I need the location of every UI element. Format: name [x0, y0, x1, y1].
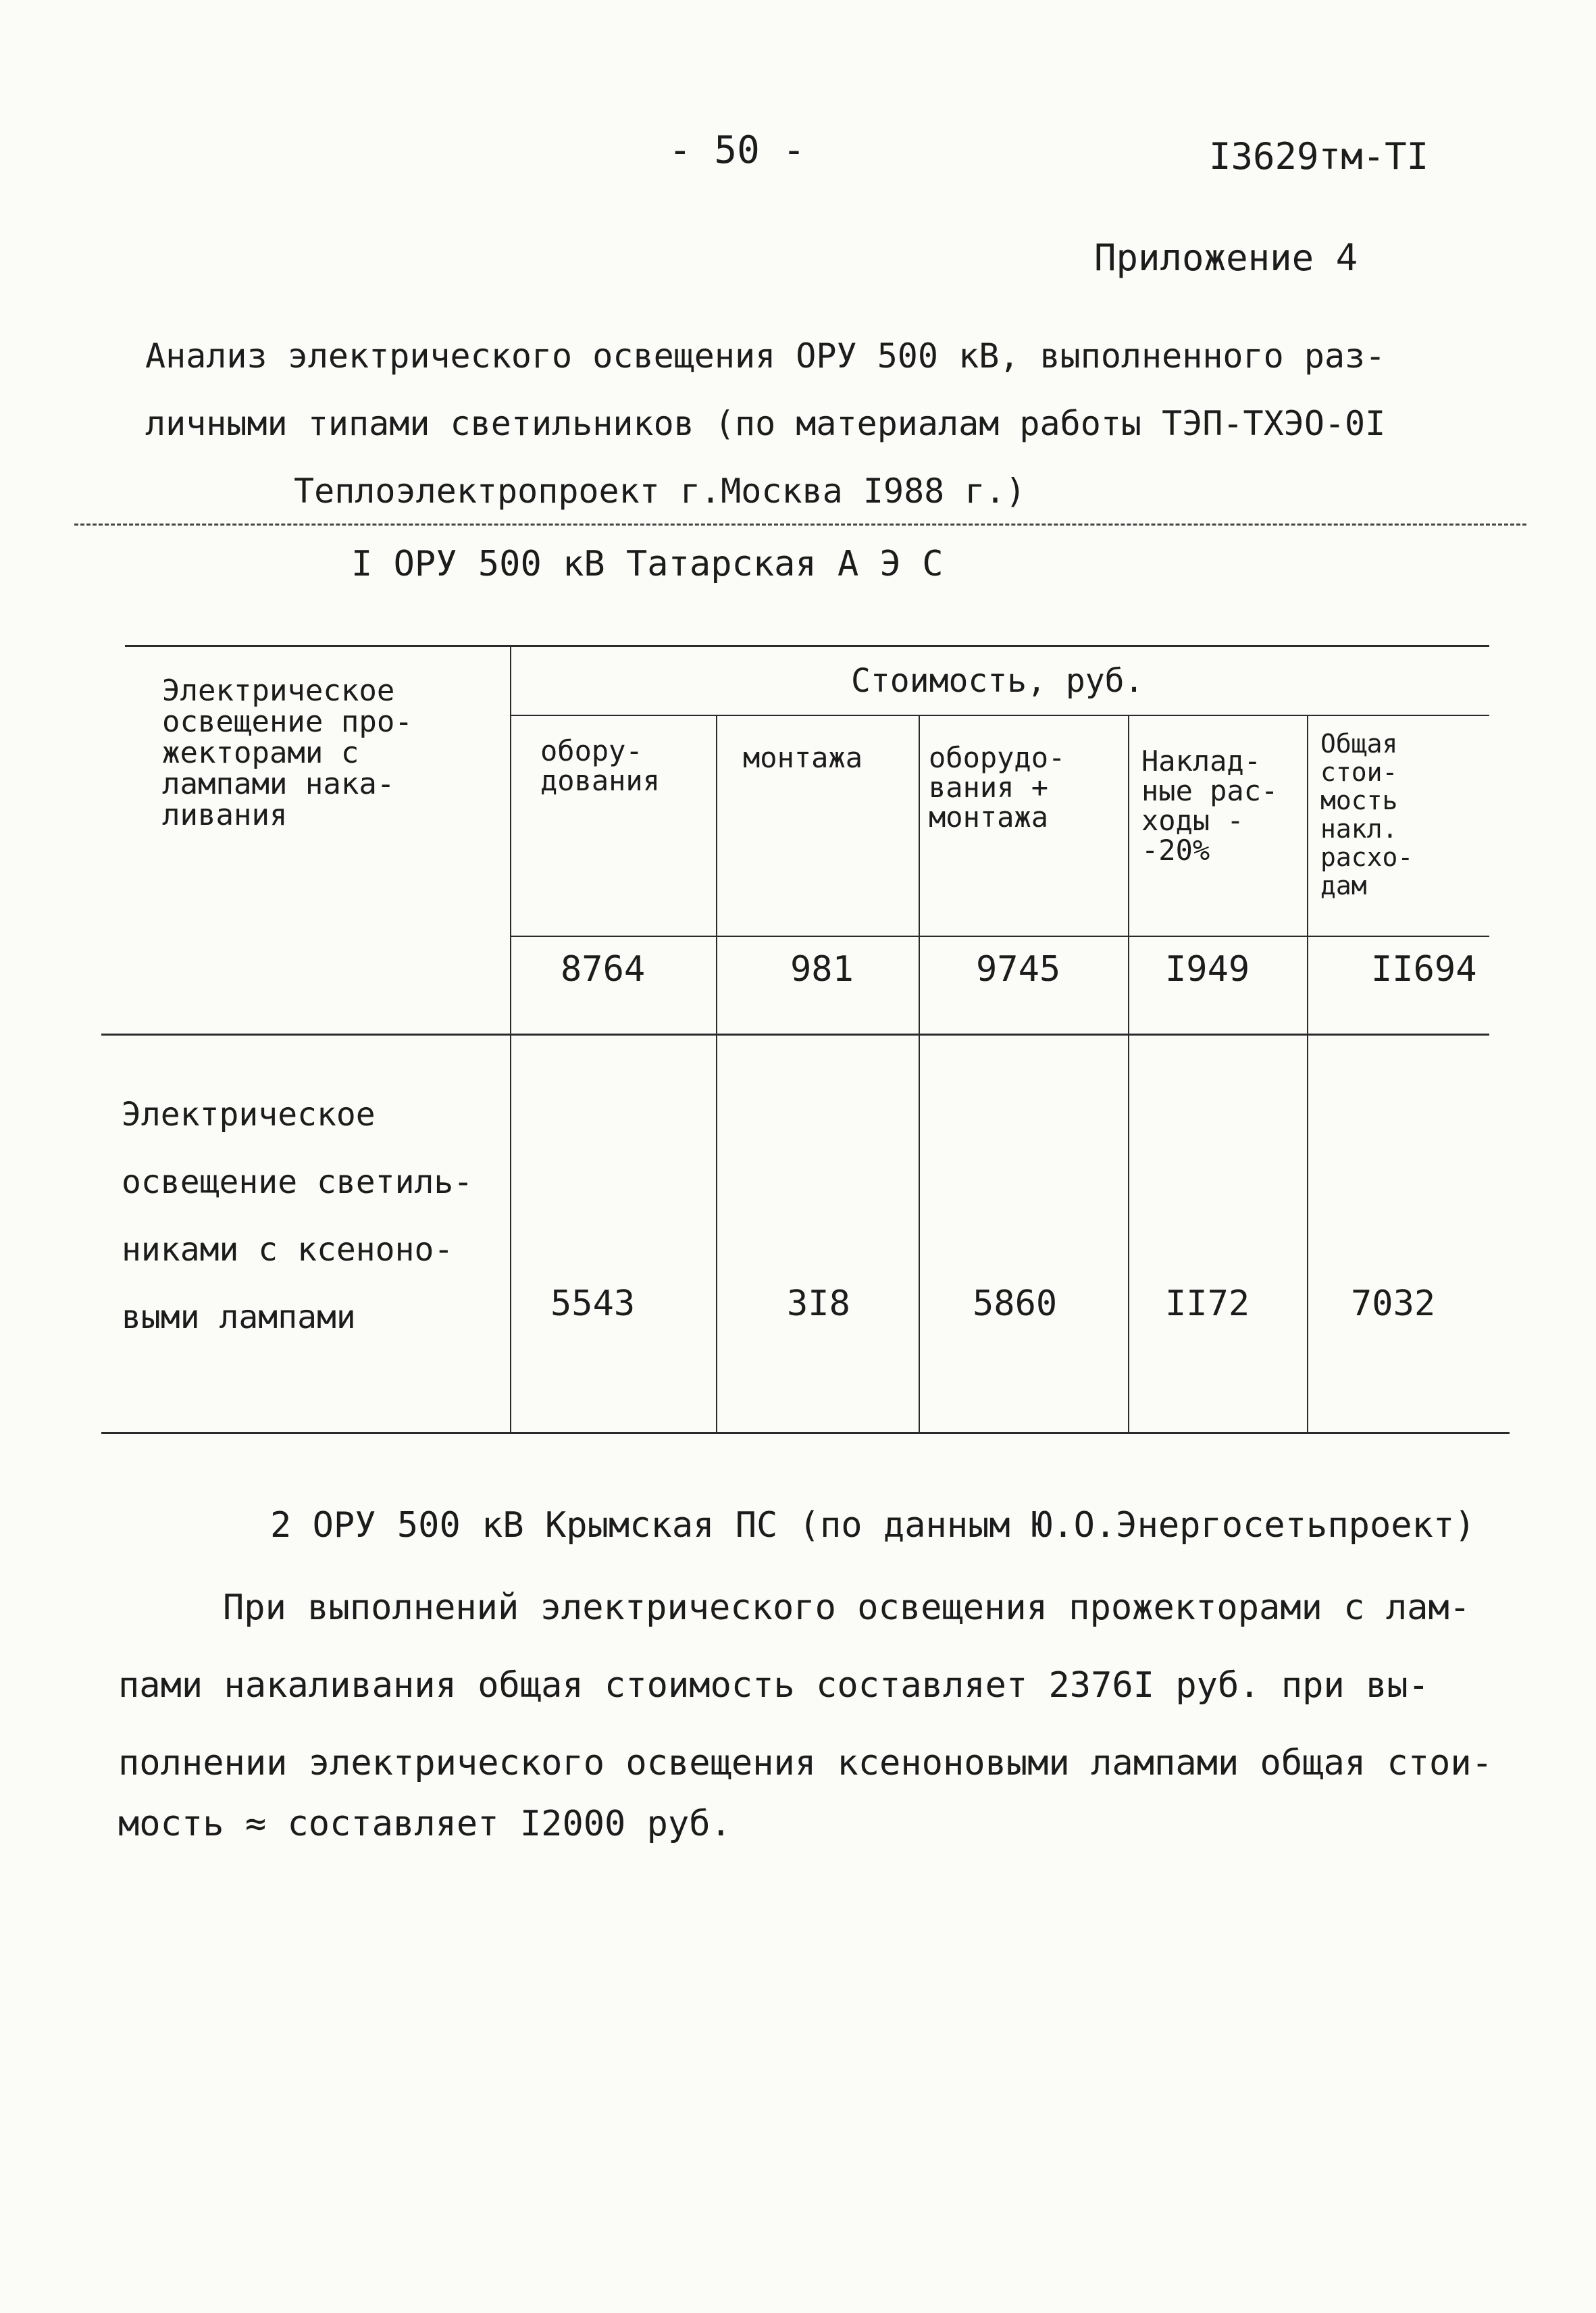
paragraph-line-4: мость ≈ составляет I2000 руб.: [118, 1804, 731, 1844]
title-line-1: Анализ электрического освещения ОРУ 500 кВ, выполненного раз-: [145, 336, 1386, 376]
row-label-xenon: Электрическое освещение светиль- никами с ксеноно- выми лампами: [122, 1096, 473, 1336]
table-bottom-border: [101, 1432, 1510, 1434]
col-divider-4: [1307, 715, 1308, 1432]
section-1-heading: I ОРУ 500 кВ Татарская А Э С: [351, 544, 944, 584]
title-line-3: Теплоэлектропроект г.Москва I988 г.): [294, 472, 1026, 511]
col-divider-1: [716, 715, 717, 1432]
row-divider: [101, 1034, 1489, 1036]
group-header-divider: [510, 715, 1489, 716]
col-divider-0: [510, 645, 511, 1432]
row1-total-value: II694: [1371, 949, 1477, 990]
column-header-equipment-plus-installation: оборудо- вания + монтажа: [929, 741, 1066, 834]
column-header-total: Общая стои- мость накл. расхо- дам: [1320, 729, 1414, 900]
row2-overhead-value: II72: [1165, 1283, 1250, 1324]
section-2-heading: 2 ОРУ 500 кВ Крымская ПС (по данным Ю.О.Энергосетьпроект): [270, 1505, 1476, 1546]
row1-installation-value: 981: [790, 949, 854, 990]
title-line-2: личными типами светильников (по материалам работы ТЭП-ТХЭО-0I: [145, 404, 1386, 443]
row2-equipment-value: 5543: [550, 1283, 636, 1324]
table-top-border: [125, 645, 1489, 647]
row2-subtotal-value: 5860: [973, 1283, 1058, 1324]
row1-equipment-value: 8764: [561, 949, 646, 990]
paragraph-line-2: пами накаливания общая стоимость составляет 2376I руб. при вы-: [118, 1665, 1430, 1706]
paragraph-line-3: полнении электрического освещения ксеноновыми лампами общая стои-: [118, 1743, 1493, 1783]
appendix-label: Приложение 4: [1094, 236, 1358, 279]
paragraph-line-1: При выполнений электрического освещения прожекторами с лам-: [223, 1587, 1471, 1628]
cost-group-header: Стоимость, руб.: [851, 662, 1144, 700]
document-code: I3629тм-TI: [1209, 135, 1429, 178]
column-header-equipment: обору- дования: [540, 734, 661, 797]
col-divider-3: [1128, 715, 1129, 1432]
column-header-overhead: Наклад- ные рас- ходы - -20%: [1141, 744, 1279, 867]
header-bottom-divider: [510, 936, 1489, 937]
row1-overhead-value: I949: [1165, 949, 1250, 990]
col-divider-2: [919, 715, 920, 1432]
title-divider: [74, 524, 1526, 526]
page-number: - 50 -: [669, 128, 806, 172]
row2-installation-value: 3I8: [787, 1283, 850, 1324]
column-header-installation: монтажа: [743, 741, 863, 774]
row1-subtotal-value: 9745: [976, 949, 1061, 990]
row2-total-value: 7032: [1351, 1283, 1436, 1324]
row-label-incandescent: Электрическое освещение про- жекторами с лампами нака- ливания: [162, 673, 413, 832]
